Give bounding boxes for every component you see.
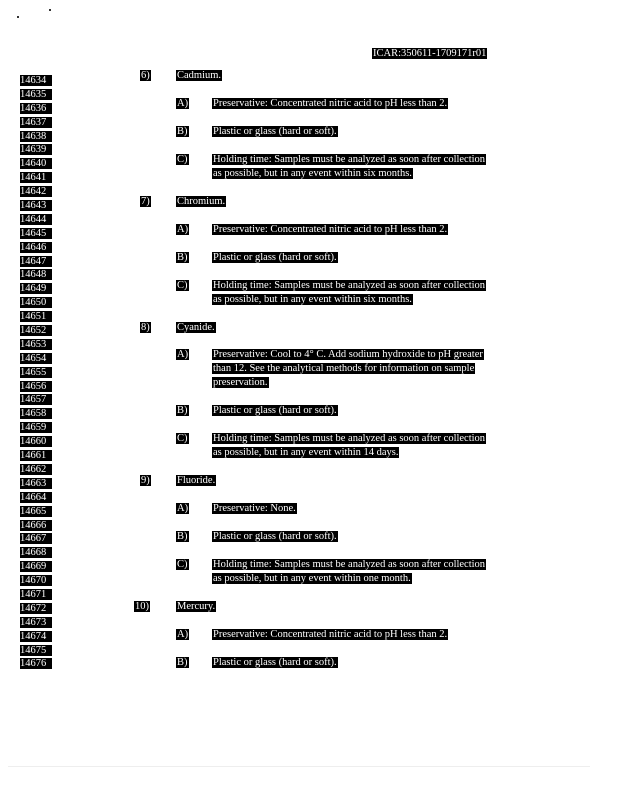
line-number: 14672 <box>20 598 52 612</box>
line-number: 14671 <box>20 584 52 598</box>
sub-text: Plastic or glass (hard or soft). <box>213 405 337 416</box>
sub-text: Holding time: Samples must be analyzed as soon after collection as possible, but in any event within six months. <box>213 280 486 305</box>
document-id-header <box>372 43 487 61</box>
sub-text: Preservative: Concentrated nitric acid to pH less than 2. <box>213 98 448 109</box>
item-title: Cadmium. <box>177 70 222 81</box>
line-number: 14662 <box>20 459 52 473</box>
line-number: 14642 <box>20 181 52 195</box>
line-number: 14643 <box>20 195 52 209</box>
sub-marker: B) <box>177 252 188 263</box>
line-number: 14645 <box>20 223 52 237</box>
line-number: 14651 <box>20 306 52 320</box>
sub-text: Preservative: Concentrated nitric acid to pH less than 2. <box>213 224 448 235</box>
scan-speck <box>17 16 19 18</box>
line-number: 14646 <box>20 237 52 251</box>
item-number: 7) <box>141 196 150 207</box>
sub-marker: B) <box>177 405 188 416</box>
sub-text: Preservative: None. <box>213 503 296 514</box>
sub-marker: C) <box>177 559 188 570</box>
sub-marker: A) <box>177 629 189 640</box>
line-number: 14640 <box>20 153 52 167</box>
line-number: 14658 <box>20 403 52 417</box>
sub-marker: C) <box>177 433 188 444</box>
line-number: 14664 <box>20 487 52 501</box>
item-title: Cyanide. <box>177 322 215 333</box>
line-number: 14655 <box>20 362 52 376</box>
line-number: 14648 <box>20 264 52 278</box>
sub-text: Holding time: Samples must be analyzed as soon after collection as possible, but in any event within 14 days. <box>213 433 486 458</box>
sub-marker: B) <box>177 531 188 542</box>
sub-marker: A) <box>177 503 189 514</box>
line-number: 14644 <box>20 209 52 223</box>
line-number: 14657 <box>20 389 52 403</box>
line-number: 14673 <box>20 612 52 626</box>
item-title: Fluoride. <box>177 475 216 486</box>
item-number: 6) <box>141 70 150 81</box>
line-number: 14666 <box>20 515 52 529</box>
line-number: 14676 <box>20 653 52 667</box>
line-number: 14668 <box>20 542 52 556</box>
sub-text: Holding time: Samples must be analyzed as soon after collection as possible, but in any event within six months. <box>213 154 486 179</box>
line-number: 14675 <box>20 640 52 654</box>
line-number: 14641 <box>20 167 52 181</box>
sub-marker: A) <box>177 224 189 235</box>
line-number: 14663 <box>20 473 52 487</box>
item-number: 9) <box>141 475 150 486</box>
line-number: 14665 <box>20 501 52 515</box>
line-number: 14634 <box>20 70 52 84</box>
line-number: 14635 <box>20 84 52 98</box>
line-number: 14636 <box>20 98 52 112</box>
line-number: 14637 <box>20 112 52 126</box>
line-number: 14649 <box>20 278 52 292</box>
line-number-column <box>20 70 52 670</box>
line-number: 14659 <box>20 417 52 431</box>
sub-marker: C) <box>177 154 188 165</box>
line-number: 14656 <box>20 376 52 390</box>
sub-text: Holding time: Samples must be analyzed as soon after collection as possible, but in any event within one month. <box>213 559 486 584</box>
sub-text: Preservative: Concentrated nitric acid to pH less than 2. <box>213 629 448 640</box>
sub-marker: C) <box>177 280 188 291</box>
line-number: 14647 <box>20 251 52 265</box>
scan-edge-line <box>8 766 590 767</box>
item-number: 8) <box>141 322 150 333</box>
line-number: 14638 <box>20 126 52 140</box>
line-number: 14653 <box>20 334 52 348</box>
sub-marker: B) <box>177 126 188 137</box>
line-number: 14650 <box>20 292 52 306</box>
document-id: ICAR:350611-1709171r01 <box>373 48 487 59</box>
line-number: 14670 <box>20 570 52 584</box>
sub-marker: A) <box>177 349 189 360</box>
sub-marker: B) <box>177 657 188 668</box>
line-number: 14674 <box>20 626 52 640</box>
line-number: 14660 <box>20 431 52 445</box>
item-title: Mercury. <box>177 601 216 612</box>
item-number: 10) <box>135 601 149 612</box>
line-number: 14669 <box>20 556 52 570</box>
line-number: 14652 <box>20 320 52 334</box>
item-title: Chromium. <box>177 196 226 207</box>
sub-text: Preservative: Cool to 4° C. Add sodium hydroxide to pH greater than 12. See the analytical methods for information on sample preservation. <box>213 349 483 388</box>
sub-marker: A) <box>177 98 189 109</box>
line-number: 14639 <box>20 139 52 153</box>
line-number: 14667 <box>20 528 52 542</box>
line-number: 14654 <box>20 348 52 362</box>
sub-text: Plastic or glass (hard or soft). <box>213 531 337 542</box>
sub-text: Plastic or glass (hard or soft). <box>213 126 337 137</box>
scan-speck <box>49 9 51 11</box>
sub-text: Plastic or glass (hard or soft). <box>213 252 337 263</box>
line-number: 14661 <box>20 445 52 459</box>
sub-text: Plastic or glass (hard or soft). <box>213 657 337 668</box>
